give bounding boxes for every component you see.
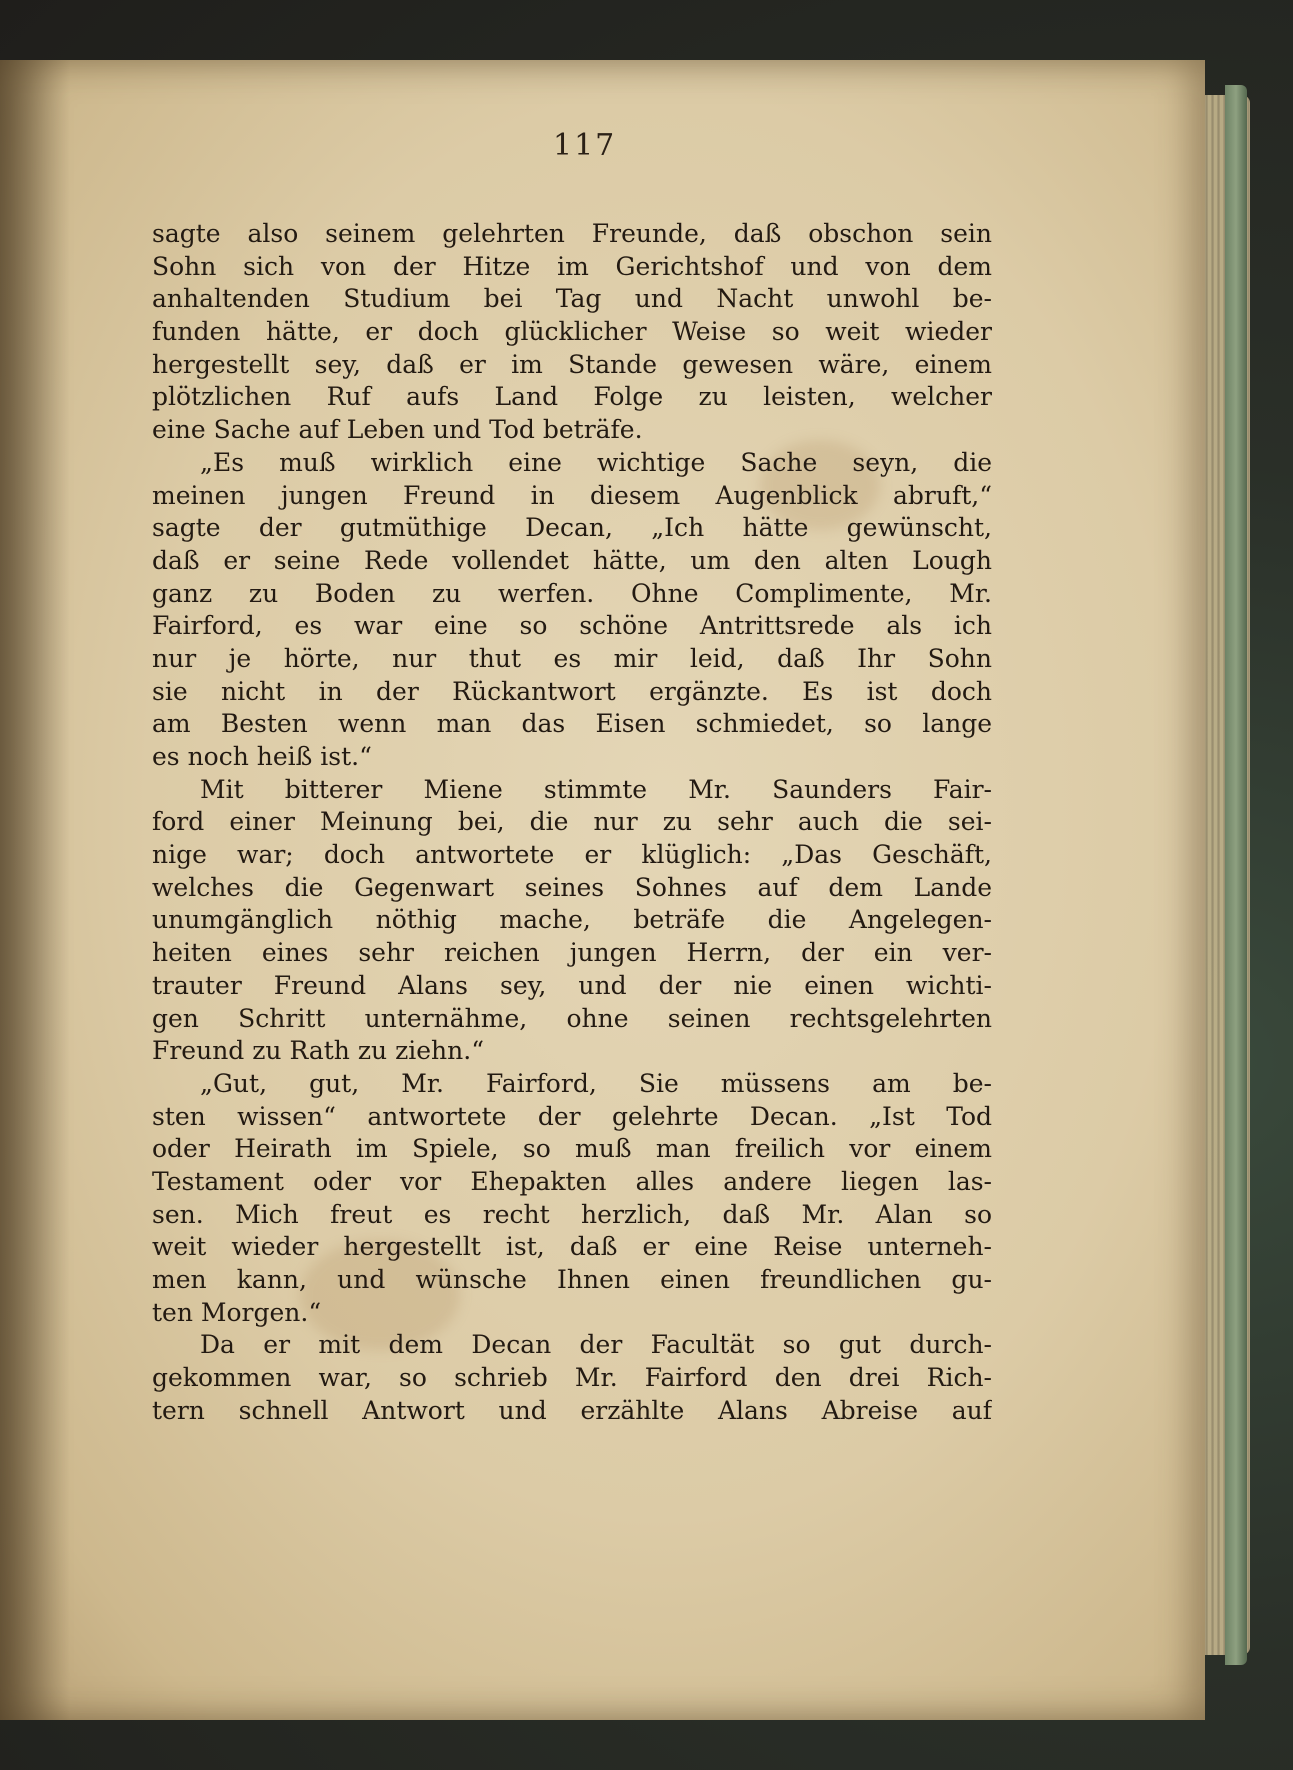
text-line: Mit bitterer Miene stimmte Mr. Saunders Fair-: [200, 774, 992, 804]
text-line: ganz zu Boden zu werfen. Ohne Complimente, Mr.: [152, 578, 992, 608]
page-gutter-shadow: [0, 60, 70, 1720]
text-line: nur je hörte, nur thut es mir leid, daß Ihr Sohn: [152, 643, 992, 673]
text-line: anhaltenden Studium bei Tag und Nacht unwohl be-: [152, 284, 992, 314]
text-line: nige war; doch antwortete er klüglich: „Das Geschäft,: [152, 840, 992, 870]
text-line: Sohn sich von der Hitze im Gerichtshof und von dem: [152, 251, 992, 281]
text-line: meinen jungen Freund in diesem Augenblick abruft,“: [152, 480, 992, 510]
text-line: unumgänglich nöthig mache, beträfe die Angelegen-: [152, 905, 992, 935]
text-line: plötzlichen Ruf aufs Land Folge zu leisten, welcher: [152, 382, 992, 412]
text-line: sen. Mich freut es recht herzlich, daß Mr. Alan so: [152, 1199, 992, 1229]
text-line: Da er mit dem Decan der Facultät so gut durch-: [200, 1330, 992, 1360]
text-line: ford einer Meinung bei, die nur zu sehr auch die sei-: [152, 807, 992, 837]
text-line: sten wissen“ antwortete der gelehrte Decan. „Ist Tod: [152, 1101, 992, 1131]
text-line: tern schnell Antwort und erzählte Alans Abreise auf: [152, 1395, 992, 1425]
text-line: funden hätte, er doch glücklicher Weise so weit wieder: [152, 317, 992, 347]
text-line: welches die Gegenwart seines Sohnes auf dem Lande: [152, 872, 992, 902]
text-line: ten Morgen.“: [152, 1297, 322, 1327]
text-line: Freund zu Rath zu ziehn.“: [152, 1036, 484, 1066]
text-line: „Gut, gut, Mr. Fairford, Sie müssens am be-: [200, 1068, 992, 1098]
text-line: eine Sache auf Leben und Tod beträfe.: [152, 415, 643, 445]
text-line: sie nicht in der Rückantwort ergänzte. Es ist doch: [152, 676, 992, 706]
text-line: es noch heiß ist.“: [152, 742, 372, 771]
text-line: hergestellt sey, daß er im Stande gewesen wäre, einem: [152, 349, 992, 379]
text-line: sagte der gutmüthige Decan, „Ich hätte gewünscht,: [152, 513, 992, 543]
page-text: [152, 218, 992, 1427]
text-line: heiten eines sehr reichen jungen Herrn, der ein ver-: [152, 938, 992, 968]
text-line: am Besten wenn man das Eisen schmiedet, so lange: [152, 709, 992, 739]
text-line: men kann, und wünsche Ihnen einen freundlichen gu-: [152, 1265, 992, 1294]
text-line: sagte also seinem gelehrten Freunde, daß obschon sein: [152, 219, 992, 248]
text-line: gekommen war, so schrieb Mr. Fairford den drei Rich-: [152, 1363, 992, 1393]
text-line: gen Schritt unternähme, ohne seinen rechtsgelehrten: [152, 1003, 992, 1033]
text-line: Fairford, es war eine so schöne Antrittsrede als ich: [152, 611, 992, 641]
text-line: weit wieder hergestellt ist, daß er eine Reise unterneh-: [152, 1232, 992, 1262]
text-line: oder Heirath im Spiele, so muß man freilich vor einem: [152, 1134, 992, 1164]
text-line: daß er seine Rede vollendet hätte, um den alten Lough: [152, 545, 992, 575]
text-line: „Es muß wirklich eine wichtige Sache seyn, die: [200, 447, 992, 477]
cover-edge: [1225, 85, 1247, 1665]
page-number: 117: [553, 128, 617, 163]
text-line: Testament oder vor Ehepakten alles andere liegen las-: [152, 1166, 992, 1196]
text-line: trauter Freund Alans sey, und der nie einen wichti-: [152, 970, 992, 1000]
